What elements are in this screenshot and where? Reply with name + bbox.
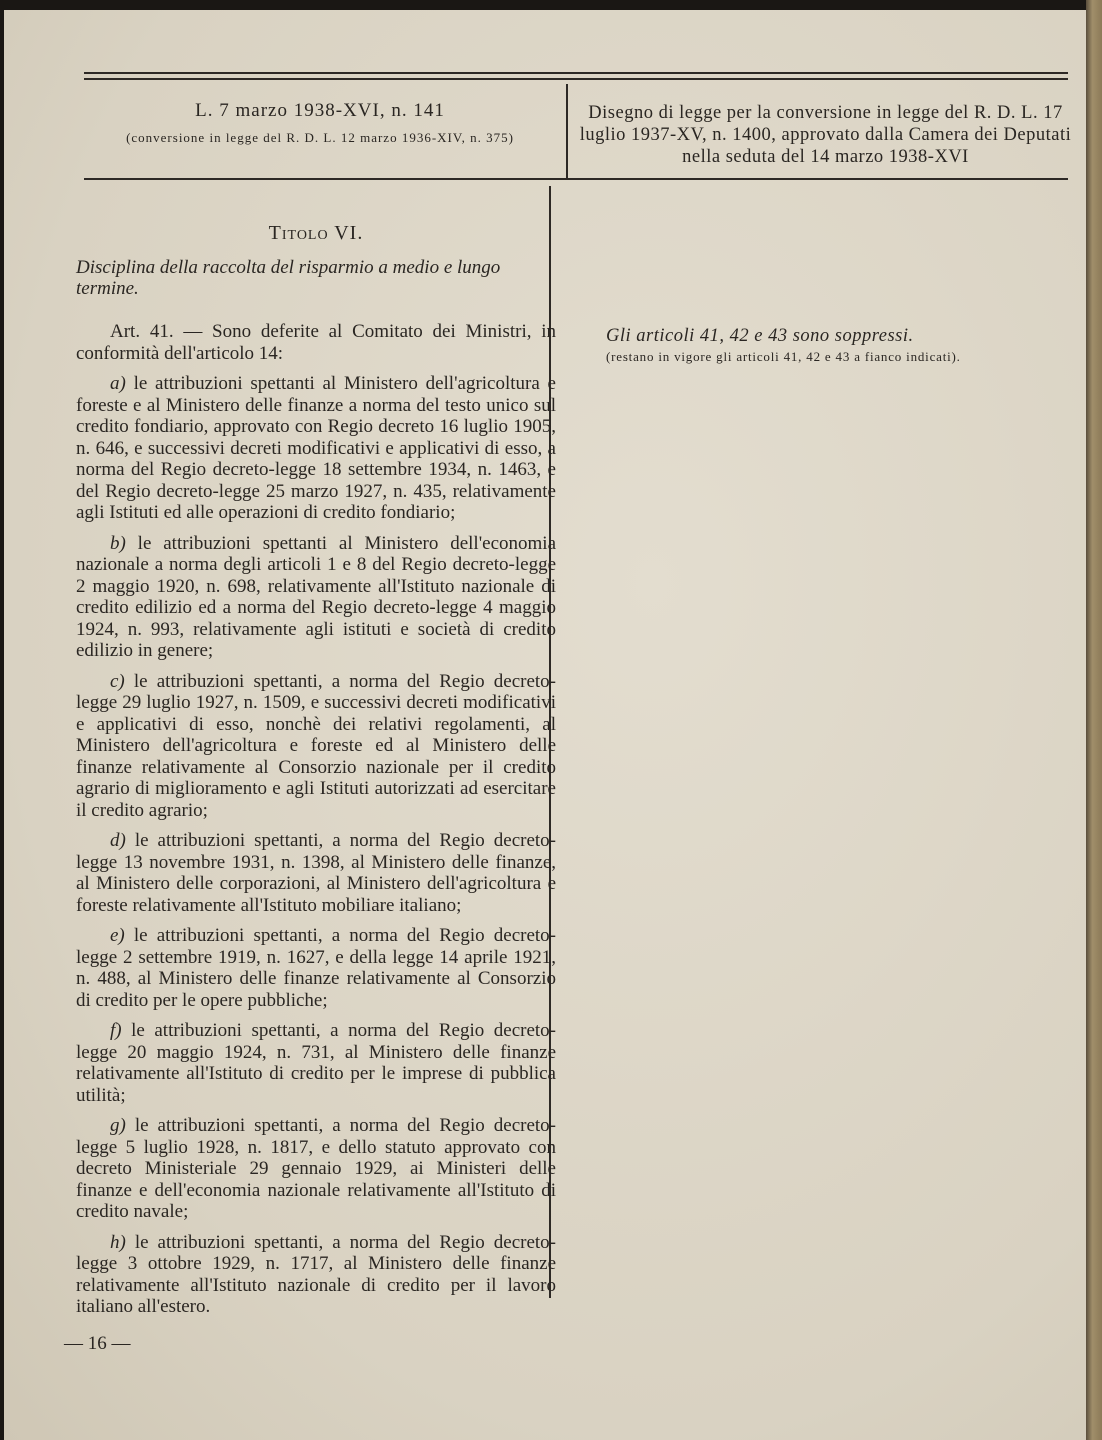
top-rule-2 — [84, 78, 1068, 80]
left-header-title: L. 7 marzo 1938-XVI, n. 141 — [195, 100, 445, 121]
list-item-g: g) le attribuzioni spettanti, a norma del Regio decreto-legge 5 luglio 1928, n. 1817, e dello statuto approvato con decreto Ministeriale 29 gennaio 1929, ai Ministeri delle finanze e dell'economia nazionale relativamente all'Istituto di credito navale; — [76, 1115, 556, 1222]
list-item-e: e) le attribuzioni spettanti, a norma del Regio decreto-legge 2 settembre 1919, n. 1627, e della legge 14 aprile 1921, n. 488, al Ministero delle finanze relativamente al Consorzio di credito per le opere pubbliche; — [76, 925, 556, 1011]
list-item-a: a) le attribuzioni spettanti al Ministero dell'agricoltura e foreste e al Ministero delle finanze a norma del testo unico sul credito fondiario, approvato con Regio decreto 16 luglio 1905, n. 646, e successivi decreti modificativi e applicativi di esso, a norma del Regio decreto-legge 18 settembre 1934, n. 1463, e del Regio decreto-legge 25 marzo 1927, n. 435, relativamente agli Istituti ed alle operazioni di credito fondiario; — [76, 373, 556, 523]
list-item-c: c) le attribuzioni spettanti, a norma del Regio decreto-legge 29 luglio 1927, n. 1509, e successivi decreti modificativi e applicativi di esso, nonchè dei relativi regolamenti, al Ministero dell'agricoltura e foreste ed al Ministero delle finanze relativamente al Consorzio nazionale per il credito agrario di miglioramento e agli Istituti autorizzati ad esercitare il credito agrario; — [76, 670, 556, 821]
right-header: Disegno di legge per la conversione in legge del R. D. L. 17 luglio 1937-XV, n. 1400, approvato dalla Camera dei Deputati nella seduta del 14 marzo 1938-XVI — [579, 103, 1072, 167]
left-column — [76, 222, 556, 1327]
page-number: — 16 — — [64, 1333, 131, 1354]
left-header-subtitle: (conversione in legge del R. D. L. 12 marzo 1936-XIV, n. 375) — [126, 130, 514, 145]
right-subnote: (restano in vigore gli articoli 41, 42 e 43 a fianco indicati). — [606, 349, 961, 364]
binding-edge — [1086, 0, 1102, 1440]
list-item-d: d) le attribuzioni spettanti, a norma del Regio decreto-legge 13 novembre 1931, n. 1398, al Ministero delle finanze, al Ministero delle corporazioni, al Ministero dell'agricoltura e foreste relativamente all'Istituto mobiliare italiano; — [76, 830, 556, 916]
section-title: Titolo VI. — [268, 222, 364, 244]
top-rule — [84, 72, 1068, 74]
right-column — [606, 326, 1076, 365]
header-bottom-rule — [84, 178, 1068, 180]
list-item-f: f) le attribuzioni spettanti, a norma del Regio decreto-legge 20 maggio 1924, n. 731, al Ministero delle finanze relativamente all'Istituto di credito per le imprese di pubblica utilità; — [76, 1020, 556, 1106]
header-column-divider — [566, 84, 568, 180]
list-item-h: h) le attribuzioni spettanti, a norma del Regio decreto-legge 3 ottobre 1929, n. 1717, al Ministero delle finanze relativamente all'Istituto nazionale di credito per il lavoro italiano all'estero. — [76, 1231, 556, 1317]
right-note: Gli articoli 41, 42 e 43 sono soppressi. — [606, 326, 914, 346]
list-item-b: b) le attribuzioni spettanti al Ministero dell'economia nazionale a norma degli articoli 1 e 8 del Regio decreto-legge 2 maggio 1920, n. 698, relativamente all'Istituto nazionale di credito edilizio ed a norma del Regio decreto-legge 4 maggio 1924, n. 993, relativamente agli istituti e società di credito edilizio in genere; — [76, 532, 556, 661]
left-header — [80, 100, 560, 146]
article-intro: Art. 41. — Sono deferite al Comitato dei Ministri, in conformità dell'articolo 14: — [76, 321, 556, 364]
section-subtitle: Disciplina della raccolta del risparmio a medio e lungo termine. — [76, 257, 501, 299]
